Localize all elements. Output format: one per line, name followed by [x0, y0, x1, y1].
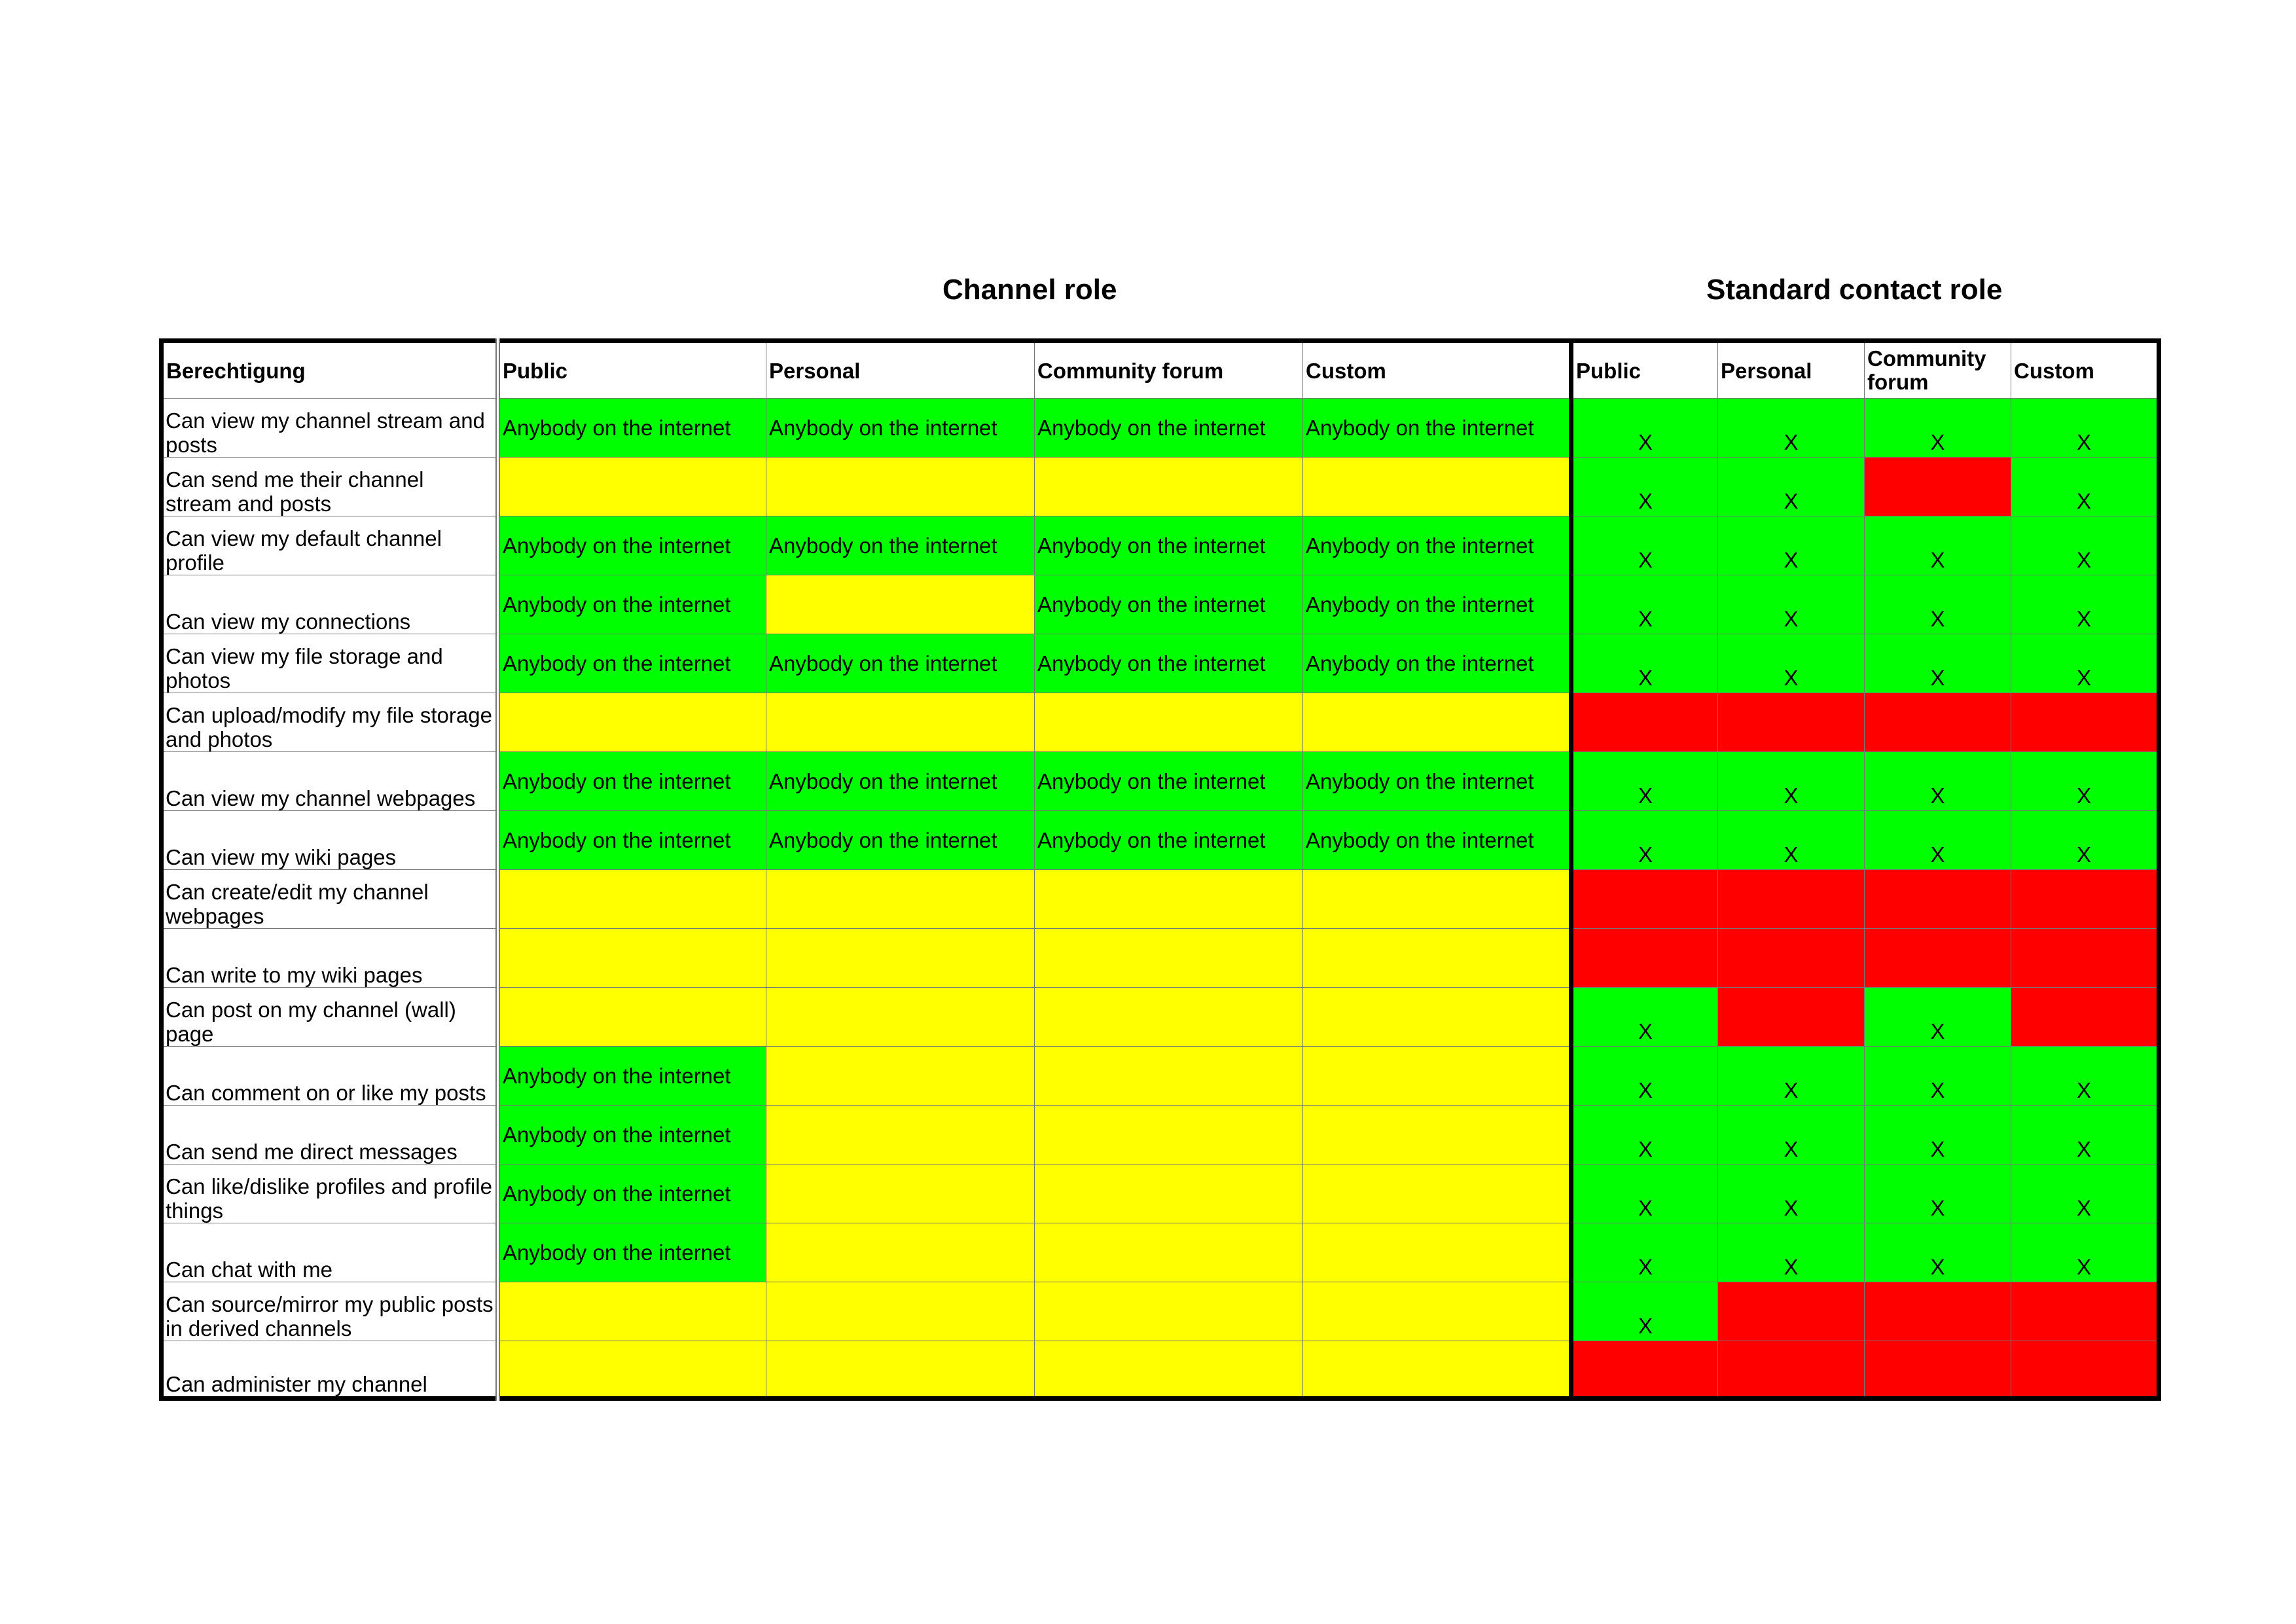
permission-row	[162, 399, 2159, 458]
contact-community-forum-cell: X	[1865, 811, 2011, 870]
contact-personal-cell	[1718, 988, 1865, 1047]
channel-community-forum-cell	[1035, 1106, 1303, 1164]
channel-custom-cell	[1303, 1106, 1571, 1164]
contact-community-forum-cell: X	[1865, 1047, 2011, 1106]
channel-community-forum-cell	[1035, 1223, 1303, 1282]
permission-row	[162, 1164, 2159, 1223]
contact-role-title: Standard contact role	[1706, 274, 2003, 306]
channel-public-cell	[498, 458, 766, 516]
contact-community-forum-cell	[1865, 1341, 2011, 1399]
permission-label	[162, 693, 498, 752]
contact-personal-cell	[1718, 1282, 1865, 1341]
channel-custom-cell	[1303, 1223, 1571, 1282]
contact-personal-cell: X	[1718, 1106, 1865, 1164]
channel-custom-cell	[1303, 870, 1571, 929]
channel-community-forum-cell: Anybody on the internet	[1035, 811, 1303, 870]
contact-public-cell: X	[1571, 1106, 1718, 1164]
channel-public-cell	[498, 988, 766, 1047]
permission-label	[162, 752, 498, 811]
contact-community-forum-cell	[1865, 693, 2011, 752]
contact-community-forum-cell	[1865, 929, 2011, 988]
channel-personal-cell	[766, 1164, 1035, 1223]
contact-public-cell: X	[1571, 458, 1718, 516]
contact-custom-cell	[2011, 870, 2159, 929]
channel-public-cell: Anybody on the internet	[498, 1047, 766, 1106]
contact-public-cell	[1571, 693, 1718, 752]
channel-custom-cell: Anybody on the internet	[1303, 399, 1571, 458]
channel-community-forum-cell	[1035, 929, 1303, 988]
channel-community-forum-cell	[1035, 1164, 1303, 1223]
contact-community-forum-cell	[1865, 870, 2011, 929]
permission-label-text: Can source/mirror my public posts in derived channels	[166, 1292, 493, 1341]
permission-label-text: Can view my channel webpages	[166, 786, 476, 810]
channel-personal-cell	[766, 1282, 1035, 1341]
contact-custom-cell: X	[2011, 399, 2159, 458]
channel-community-forum-cell	[1035, 693, 1303, 752]
channel-personal-cell	[766, 1047, 1035, 1106]
contact-community-forum-cell: X	[1865, 1106, 2011, 1164]
permission-row	[162, 929, 2159, 988]
channel-public-cell	[498, 1282, 766, 1341]
contact-personal-cell: X	[1718, 458, 1865, 516]
header-contact-community-forum: Community forum	[1865, 341, 2011, 399]
permission-row	[162, 458, 2159, 516]
channel-personal-cell: Anybody on the internet	[766, 811, 1035, 870]
header-row	[162, 341, 2159, 399]
permission-label	[162, 634, 498, 693]
contact-public-cell	[1571, 929, 1718, 988]
permission-label	[162, 575, 498, 634]
channel-community-forum-cell	[1035, 1341, 1303, 1399]
header-contact-public: Public	[1571, 341, 1718, 399]
contact-personal-cell: X	[1718, 634, 1865, 693]
channel-personal-cell	[766, 693, 1035, 752]
contact-personal-cell: X	[1718, 811, 1865, 870]
contact-personal-cell: X	[1718, 399, 1865, 458]
permission-label-text: Can send me their channel stream and posts	[166, 467, 424, 516]
contact-personal-cell: X	[1718, 1047, 1865, 1106]
permission-label-text: Can comment on or like my posts	[166, 1081, 486, 1105]
channel-public-cell: Anybody on the internet	[498, 516, 766, 575]
permission-row	[162, 1341, 2159, 1399]
contact-community-forum-cell: X	[1865, 752, 2011, 811]
channel-custom-cell: Anybody on the internet	[1303, 634, 1571, 693]
permission-row	[162, 693, 2159, 752]
channel-custom-cell	[1303, 988, 1571, 1047]
channel-public-cell: Anybody on the internet	[498, 1223, 766, 1282]
contact-community-forum-cell: X	[1865, 1164, 2011, 1223]
contact-public-cell: X	[1571, 1223, 1718, 1282]
permission-label-text: Can like/dislike profiles and profile things	[166, 1174, 492, 1223]
contact-community-forum-cell: X	[1865, 1223, 2011, 1282]
channel-custom-cell	[1303, 1282, 1571, 1341]
contact-custom-cell	[2011, 988, 2159, 1047]
channel-custom-cell: Anybody on the internet	[1303, 811, 1571, 870]
contact-public-cell: X	[1571, 399, 1718, 458]
header-channel-community-forum: Community forum	[1035, 341, 1303, 399]
channel-role-title: Channel role	[942, 274, 1117, 306]
channel-public-cell: Anybody on the internet	[498, 811, 766, 870]
permission-row	[162, 988, 2159, 1047]
contact-public-cell: X	[1571, 634, 1718, 693]
permission-row	[162, 1223, 2159, 1282]
contact-custom-cell: X	[2011, 752, 2159, 811]
contact-personal-cell	[1718, 693, 1865, 752]
contact-personal-cell: X	[1718, 575, 1865, 634]
permission-label	[162, 929, 498, 988]
channel-personal-cell	[766, 1223, 1035, 1282]
channel-custom-cell	[1303, 1341, 1571, 1399]
header-permission: Berechtigung	[162, 341, 498, 399]
channel-custom-cell	[1303, 1164, 1571, 1223]
permission-label-text: Can view my file storage and photos	[166, 644, 443, 693]
channel-personal-cell	[766, 870, 1035, 929]
permission-row	[162, 634, 2159, 693]
channel-community-forum-cell: Anybody on the internet	[1035, 399, 1303, 458]
channel-community-forum-cell	[1035, 1282, 1303, 1341]
contact-custom-cell: X	[2011, 811, 2159, 870]
channel-public-cell: Anybody on the internet	[498, 399, 766, 458]
permission-label-text: Can write to my wiki pages	[166, 963, 423, 987]
permissions-table	[159, 338, 2161, 1401]
contact-custom-cell: X	[2011, 1106, 2159, 1164]
permission-row	[162, 1282, 2159, 1341]
channel-public-cell: Anybody on the internet	[498, 634, 766, 693]
contact-custom-cell	[2011, 1282, 2159, 1341]
channel-public-cell: Anybody on the internet	[498, 575, 766, 634]
channel-custom-cell	[1303, 693, 1571, 752]
contact-community-forum-cell: X	[1865, 399, 2011, 458]
channel-public-cell: Anybody on the internet	[498, 1106, 766, 1164]
contact-public-cell	[1571, 1341, 1718, 1399]
contact-public-cell: X	[1571, 1282, 1718, 1341]
channel-custom-cell: Anybody on the internet	[1303, 752, 1571, 811]
header-contact-custom: Custom	[2011, 341, 2159, 399]
channel-custom-cell: Anybody on the internet	[1303, 575, 1571, 634]
contact-public-cell: X	[1571, 1164, 1718, 1223]
permission-row	[162, 516, 2159, 575]
contact-custom-cell	[2011, 929, 2159, 988]
permission-label	[162, 1047, 498, 1106]
contact-community-forum-cell	[1865, 458, 2011, 516]
channel-community-forum-cell	[1035, 988, 1303, 1047]
permission-label	[162, 988, 498, 1047]
channel-community-forum-cell	[1035, 1047, 1303, 1106]
contact-custom-cell: X	[2011, 575, 2159, 634]
permission-label-text: Can chat with me	[166, 1257, 332, 1282]
channel-community-forum-cell: Anybody on the internet	[1035, 752, 1303, 811]
permissions-body	[162, 399, 2159, 1399]
contact-custom-cell: X	[2011, 634, 2159, 693]
channel-community-forum-cell: Anybody on the internet	[1035, 516, 1303, 575]
permission-row	[162, 752, 2159, 811]
permission-label	[162, 1106, 498, 1164]
contact-personal-cell: X	[1718, 1223, 1865, 1282]
permission-label	[162, 458, 498, 516]
contact-custom-cell: X	[2011, 1164, 2159, 1223]
channel-personal-cell: Anybody on the internet	[766, 399, 1035, 458]
contact-personal-cell	[1718, 1341, 1865, 1399]
permission-row	[162, 811, 2159, 870]
channel-public-cell: Anybody on the internet	[498, 752, 766, 811]
channel-personal-cell	[766, 1106, 1035, 1164]
permission-label-text: Can post on my channel (wall) page	[166, 998, 456, 1046]
channel-public-cell	[498, 870, 766, 929]
permission-label-text: Can view my default channel profile	[166, 526, 442, 575]
permission-row	[162, 1106, 2159, 1164]
contact-custom-cell: X	[2011, 458, 2159, 516]
contact-custom-cell: X	[2011, 1047, 2159, 1106]
permission-label-text: Can create/edit my channel webpages	[166, 880, 429, 928]
permission-label-text: Can administer my channel	[166, 1372, 427, 1396]
channel-custom-cell	[1303, 458, 1571, 516]
channel-public-cell	[498, 693, 766, 752]
header-channel-public: Public	[498, 341, 766, 399]
contact-personal-cell: X	[1718, 1164, 1865, 1223]
permission-label	[162, 870, 498, 929]
permission-label	[162, 811, 498, 870]
permission-label	[162, 1341, 498, 1399]
channel-custom-cell	[1303, 1047, 1571, 1106]
header-channel-personal: Personal	[766, 341, 1035, 399]
contact-public-cell: X	[1571, 811, 1718, 870]
channel-personal-cell	[766, 988, 1035, 1047]
channel-public-cell	[498, 1341, 766, 1399]
permission-label-text: Can view my channel stream and posts	[166, 408, 485, 457]
contact-personal-cell	[1718, 870, 1865, 929]
contact-public-cell	[1571, 870, 1718, 929]
contact-personal-cell	[1718, 929, 1865, 988]
contact-personal-cell: X	[1718, 752, 1865, 811]
channel-custom-cell	[1303, 929, 1571, 988]
permission-label	[162, 1164, 498, 1223]
channel-personal-cell	[766, 575, 1035, 634]
contact-public-cell: X	[1571, 752, 1718, 811]
contact-custom-cell: X	[2011, 516, 2159, 575]
header-channel-custom: Custom	[1303, 341, 1571, 399]
contact-public-cell: X	[1571, 516, 1718, 575]
contact-public-cell: X	[1571, 1047, 1718, 1106]
contact-custom-cell	[2011, 1341, 2159, 1399]
permission-label	[162, 399, 498, 458]
contact-custom-cell	[2011, 693, 2159, 752]
contact-community-forum-cell: X	[1865, 988, 2011, 1047]
contact-public-cell: X	[1571, 575, 1718, 634]
permission-label-text: Can view my wiki pages	[166, 845, 397, 869]
channel-public-cell: Anybody on the internet	[498, 1164, 766, 1223]
permission-label-text: Can upload/modify my file storage and photos	[166, 703, 492, 751]
channel-community-forum-cell: Anybody on the internet	[1035, 575, 1303, 634]
channel-personal-cell	[766, 929, 1035, 988]
channel-community-forum-cell	[1035, 458, 1303, 516]
channel-personal-cell	[766, 1341, 1035, 1399]
contact-community-forum-cell: X	[1865, 575, 2011, 634]
permission-label	[162, 1282, 498, 1341]
channel-personal-cell: Anybody on the internet	[766, 516, 1035, 575]
permission-label	[162, 516, 498, 575]
permission-label-text: Can view my connections	[166, 609, 411, 634]
contact-personal-cell: X	[1718, 516, 1865, 575]
contact-community-forum-cell	[1865, 1282, 2011, 1341]
contact-public-cell: X	[1571, 988, 1718, 1047]
permission-row	[162, 1047, 2159, 1106]
permission-label-text: Can send me direct messages	[166, 1140, 457, 1164]
permission-row	[162, 575, 2159, 634]
header-contact-personal: Personal	[1718, 341, 1865, 399]
channel-custom-cell: Anybody on the internet	[1303, 516, 1571, 575]
contact-community-forum-cell: X	[1865, 634, 2011, 693]
channel-community-forum-cell: Anybody on the internet	[1035, 634, 1303, 693]
channel-personal-cell: Anybody on the internet	[766, 752, 1035, 811]
contact-custom-cell: X	[2011, 1223, 2159, 1282]
channel-personal-cell	[766, 458, 1035, 516]
channel-public-cell	[498, 929, 766, 988]
contact-community-forum-cell: X	[1865, 516, 2011, 575]
permission-label	[162, 1223, 498, 1282]
channel-personal-cell: Anybody on the internet	[766, 634, 1035, 693]
channel-community-forum-cell	[1035, 870, 1303, 929]
permission-row	[162, 870, 2159, 929]
